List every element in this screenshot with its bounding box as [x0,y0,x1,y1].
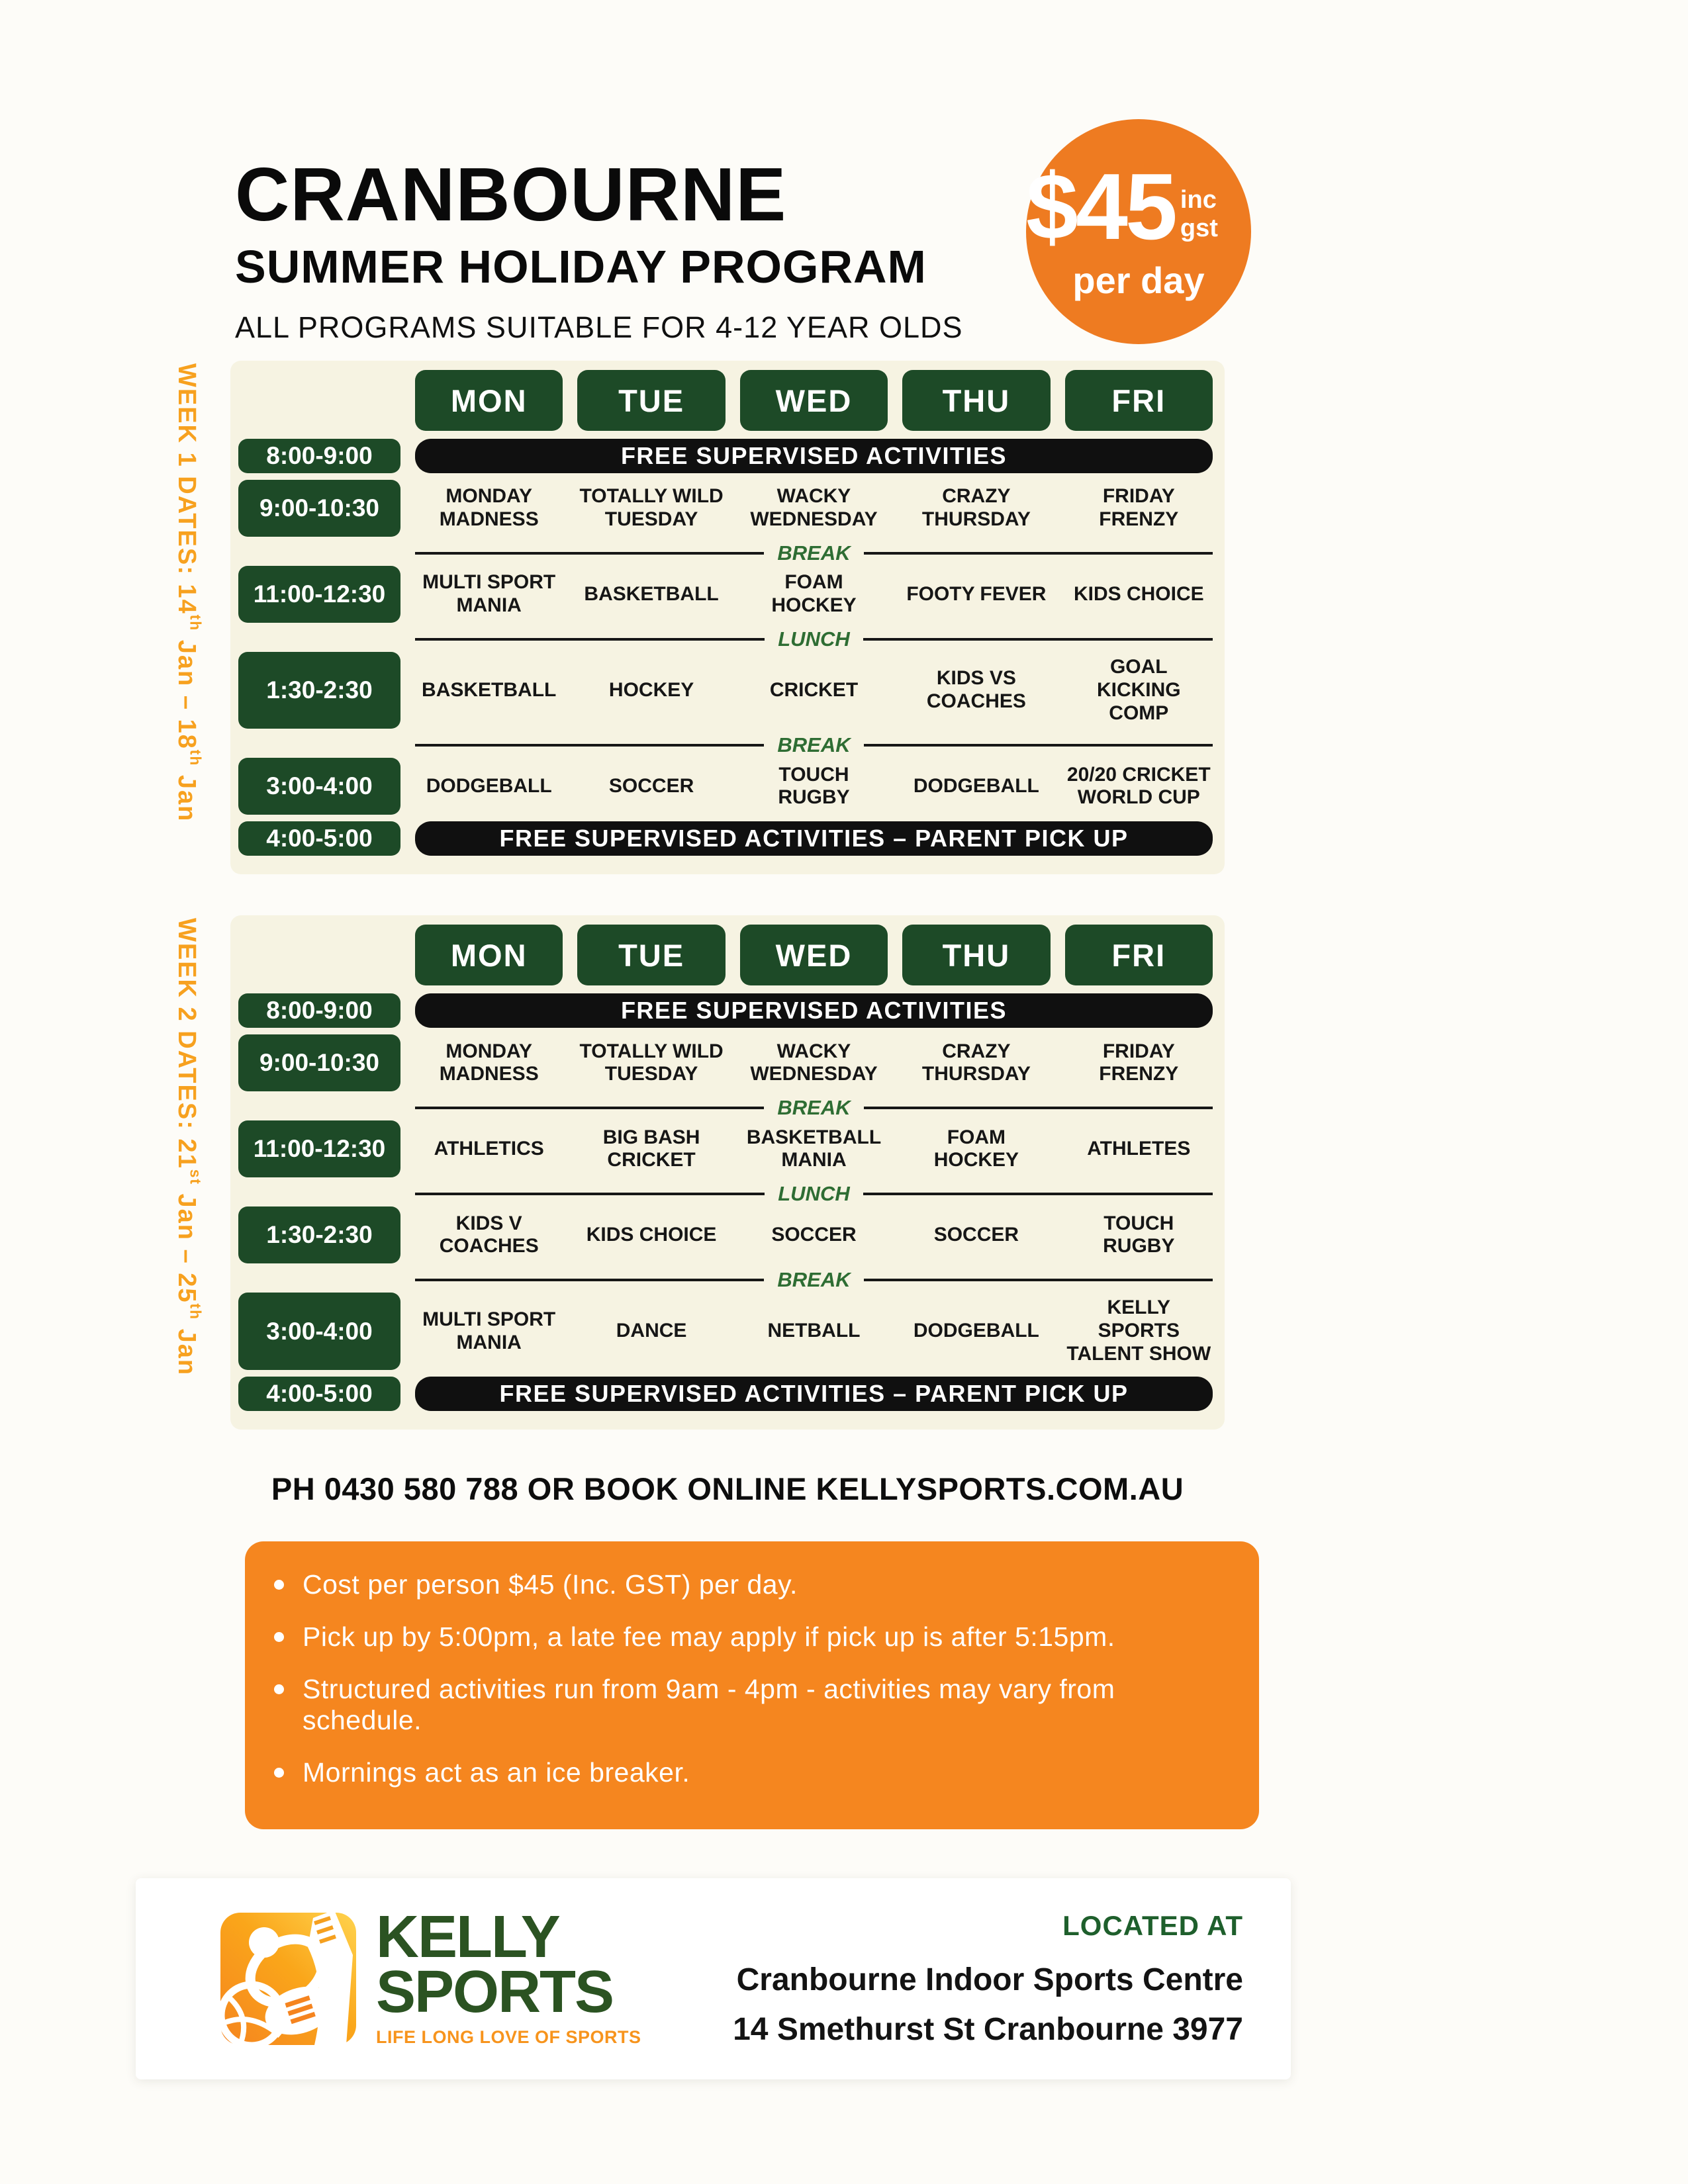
bullet-dot [274,1632,284,1642]
day-header-wed: WED [740,370,888,431]
day-header-wed: WED [740,925,888,985]
schedule-row [238,1377,1213,1411]
info-bullet-text: Mornings act as an ice breaker. [303,1756,690,1788]
activity-cell: TOTALLY WILD TUESDAY [579,485,724,530]
activity-cell: MONDAY MADNESS [439,485,539,530]
time-slot: 3:00-4:00 [238,758,400,815]
activity-cell: WACKY WEDNESDAY [750,485,878,530]
schedule-divider [415,733,1213,757]
divider-spacer [238,733,400,757]
price-per-day: per day [1072,259,1205,301]
activity-cell: KIDS CHOICE [1073,582,1204,605]
schedule-row [238,821,1213,856]
day-header-tue: TUE [577,925,725,985]
time-slot: 3:00-4:00 [238,1293,400,1369]
day-header-mon: MON [415,925,563,985]
time-slot: 11:00-12:30 [238,566,400,623]
time-slot: 8:00-9:00 [238,993,400,1028]
activity-cell: FRIDAY FRENZY [1099,1040,1179,1085]
divider-line [415,1193,765,1195]
activity-cell: MULTI SPORT MANIA [422,571,556,616]
info-bullet [265,1757,1233,1788]
week-2-dates-label: WEEK 2 DATES: 21st Jan – 25th Jan [173,918,205,1377]
header-titles [235,153,963,344]
schedule-row [238,652,1213,729]
day-header-mon: MON [415,370,563,431]
schedule-divider [415,541,1213,565]
time-slot: 4:00-5:00 [238,1377,400,1411]
day-header-thu: THU [902,370,1050,431]
activity-cell: 20/20 CRICKET WORLD CUP [1066,763,1211,809]
venue-name: Cranbourne Indoor Sports Centre [736,1962,1243,1998]
activity-cell: KIDS V COACHES [439,1212,539,1257]
divider-line [864,1107,1213,1109]
break-divider-label: BREAK [777,1096,851,1120]
activity-cell: BASKETBALL [422,678,557,701]
logo-tagline: LIFE LONG LOVE OF SPORTS [376,2027,641,2048]
activity-cell: HOCKEY [608,678,694,701]
day-header-tue: TUE [577,370,725,431]
day-header-row [238,925,1213,985]
break-divider-label: BREAK [777,733,851,757]
activity-cell: DODGEBALL [913,1320,1039,1342]
activity-cell: FRIDAY FRENZY [1099,485,1179,530]
price-badge [1026,119,1251,344]
activity-cell: CRICKET [769,678,859,701]
schedule-row [238,566,1213,623]
schedule-row [238,1293,1213,1369]
divider-spacer [238,1268,400,1292]
age-suitability-text: ALL PROGRAMS SUITABLE FOR 4-12 YEAR OLDS [235,310,963,344]
time-slot: 11:00-12:30 [238,1120,400,1177]
schedule-divider-row [238,627,1213,651]
activity-cell: MONDAY MADNESS [439,1040,539,1085]
activity-cell: ATHLETICS [434,1137,544,1160]
lunch-divider-label: LUNCH [778,1182,850,1206]
schedule-row [238,1206,1213,1263]
divider-spacer [238,627,400,651]
week-1-schedule-table [230,361,1225,874]
activity-cell: BIG BASH CRICKET [602,1126,700,1171]
schedule-row [238,1120,1213,1177]
schedule-row [238,1034,1213,1091]
schedule-divider [415,1268,1213,1292]
week-2-schedule-table [230,915,1225,1429]
activity-cell: BASKETBALL [584,582,719,605]
info-bullet-text: Cost per person $45 (Inc. GST) per day. [303,1569,798,1600]
week-1-section [173,361,1225,874]
week-1-dates-label: WEEK 1 DATES: 14th Jan – 18th Jan [173,363,205,823]
divider-line [415,744,764,747]
activity-cell: SOCCER [608,774,694,797]
logo-word-kelly: KELLY [376,1903,559,1970]
divider-line [864,552,1213,555]
break-divider-label: BREAK [777,1268,851,1292]
activity-cell: CRAZY THURSDAY [921,485,1031,530]
page-subtitle: SUMMER HOLIDAY PROGRAM [235,241,927,293]
schedule-divider-row [238,1182,1213,1206]
schedule-row [238,480,1213,537]
activity-cell: KIDS CHOICE [586,1223,717,1246]
divider-line [864,1279,1213,1281]
activity-cell: ATHLETES [1087,1137,1191,1160]
kelly-sports-logo [220,1903,641,2048]
activity-cell: MULTI SPORT MANIA [422,1308,556,1353]
day-header-fri: FRI [1065,925,1213,985]
location-block [733,1910,1243,2048]
logo-wordmark [376,1903,641,2048]
schedule-divider-row [238,1268,1213,1292]
divider-line [863,638,1213,641]
activity-cell: DODGEBALL [913,774,1039,797]
activity-cell: CRAZY THURSDAY [921,1040,1031,1085]
activity-cell: DODGEBALL [426,774,552,797]
day-header-thu: THU [902,925,1050,985]
activity-cell: GOAL KICKING COMP [1096,656,1181,724]
info-bullet [265,1674,1233,1736]
day-header-row [238,370,1213,431]
activity-cell: NETBALL [767,1320,861,1342]
schedule-row [238,993,1213,1028]
logo-word-sports: SPORTS [376,1958,614,2025]
divider-line [415,1107,764,1109]
activity-cell: FOAM HOCKEY [771,571,857,616]
page-title: CRANBOURNE [235,153,787,237]
free-supervised-banner: FREE SUPERVISED ACTIVITIES – PARENT PICK UP [415,821,1213,856]
bullet-dot [274,1684,284,1694]
bullet-dot [274,1768,284,1778]
divider-line [415,552,764,555]
price-gst-note: inc gst [1180,185,1218,242]
divider-line [863,1193,1213,1195]
located-at-label: LOCATED AT [1062,1910,1243,1942]
schedule-divider [415,627,1213,651]
divider-line [864,744,1213,747]
header-spacer [238,925,400,985]
time-slot: 1:30-2:30 [238,1206,400,1263]
divider-line [415,1279,764,1281]
footer-card [136,1878,1291,2080]
bullet-dot [274,1580,284,1590]
week-2-section [173,915,1225,1429]
schedule-row [238,758,1213,815]
divider-spacer [238,1182,400,1206]
activity-cell: FOAM HOCKEY [933,1126,1019,1171]
lunch-divider-label: LUNCH [778,627,850,651]
free-supervised-banner: FREE SUPERVISED ACTIVITIES – PARENT PICK UP [415,1377,1213,1411]
activity-cell: SOCCER [933,1223,1019,1246]
divider-spacer [238,1096,400,1120]
info-bullet [265,1569,1233,1600]
free-supervised-banner: FREE SUPERVISED ACTIVITIES [415,993,1213,1028]
free-supervised-banner: FREE SUPERVISED ACTIVITIES [415,439,1213,473]
activity-cell: DANCE [616,1320,687,1342]
activity-cell: KIDS VS COACHES [926,667,1026,713]
schedule-divider [415,1096,1213,1120]
time-slot: 9:00-10:30 [238,1034,400,1091]
activity-cell: TOUCH RUGBY [778,763,850,809]
venue-address: 14 Smethurst St Cranbourne 3977 [733,2012,1243,2048]
schedule-divider-row [238,541,1213,565]
info-bullet-text: Pick up by 5:00pm, a late fee may apply if pick up is after 5:15pm. [303,1621,1115,1652]
activity-cell: WACKY WEDNESDAY [750,1040,878,1085]
activity-cell: SOCCER [771,1223,857,1246]
activity-cell: TOTALLY WILD TUESDAY [579,1040,724,1085]
activity-cell: KELLY SPORTS TALENT SHOW [1066,1297,1211,1365]
divider-line [415,638,765,641]
activity-cell: BASKETBALL MANIA [746,1126,882,1171]
activity-cell: FOOTY FEVER [906,582,1047,605]
info-bullet-text: Structured activities run from 9am - 4pm - activities may vary from schedule. [303,1673,1115,1735]
header-spacer [238,370,400,431]
activity-cell: TOUCH RUGBY [1103,1212,1175,1257]
time-slot: 8:00-9:00 [238,439,400,473]
divider-spacer [238,541,400,565]
info-box [245,1541,1259,1829]
info-bullet-list [265,1569,1233,1788]
info-bullet [265,1621,1233,1653]
schedule-divider-row [238,1096,1213,1120]
schedule-divider [415,1182,1213,1206]
price-amount: $45 [1026,154,1175,259]
time-slot: 1:30-2:30 [238,652,400,729]
break-divider-label: BREAK [777,541,851,565]
day-header-fri: FRI [1065,370,1213,431]
booking-line: PH 0430 580 788 OR BOOK ONLINE KELLYSPORTS.COM.AU [271,1471,1184,1506]
schedule-divider-row [238,733,1213,757]
kelly-sports-logo-icon [220,1913,356,2045]
schedule-row [238,439,1213,473]
time-slot: 9:00-10:30 [238,480,400,537]
time-slot: 4:00-5:00 [238,821,400,856]
